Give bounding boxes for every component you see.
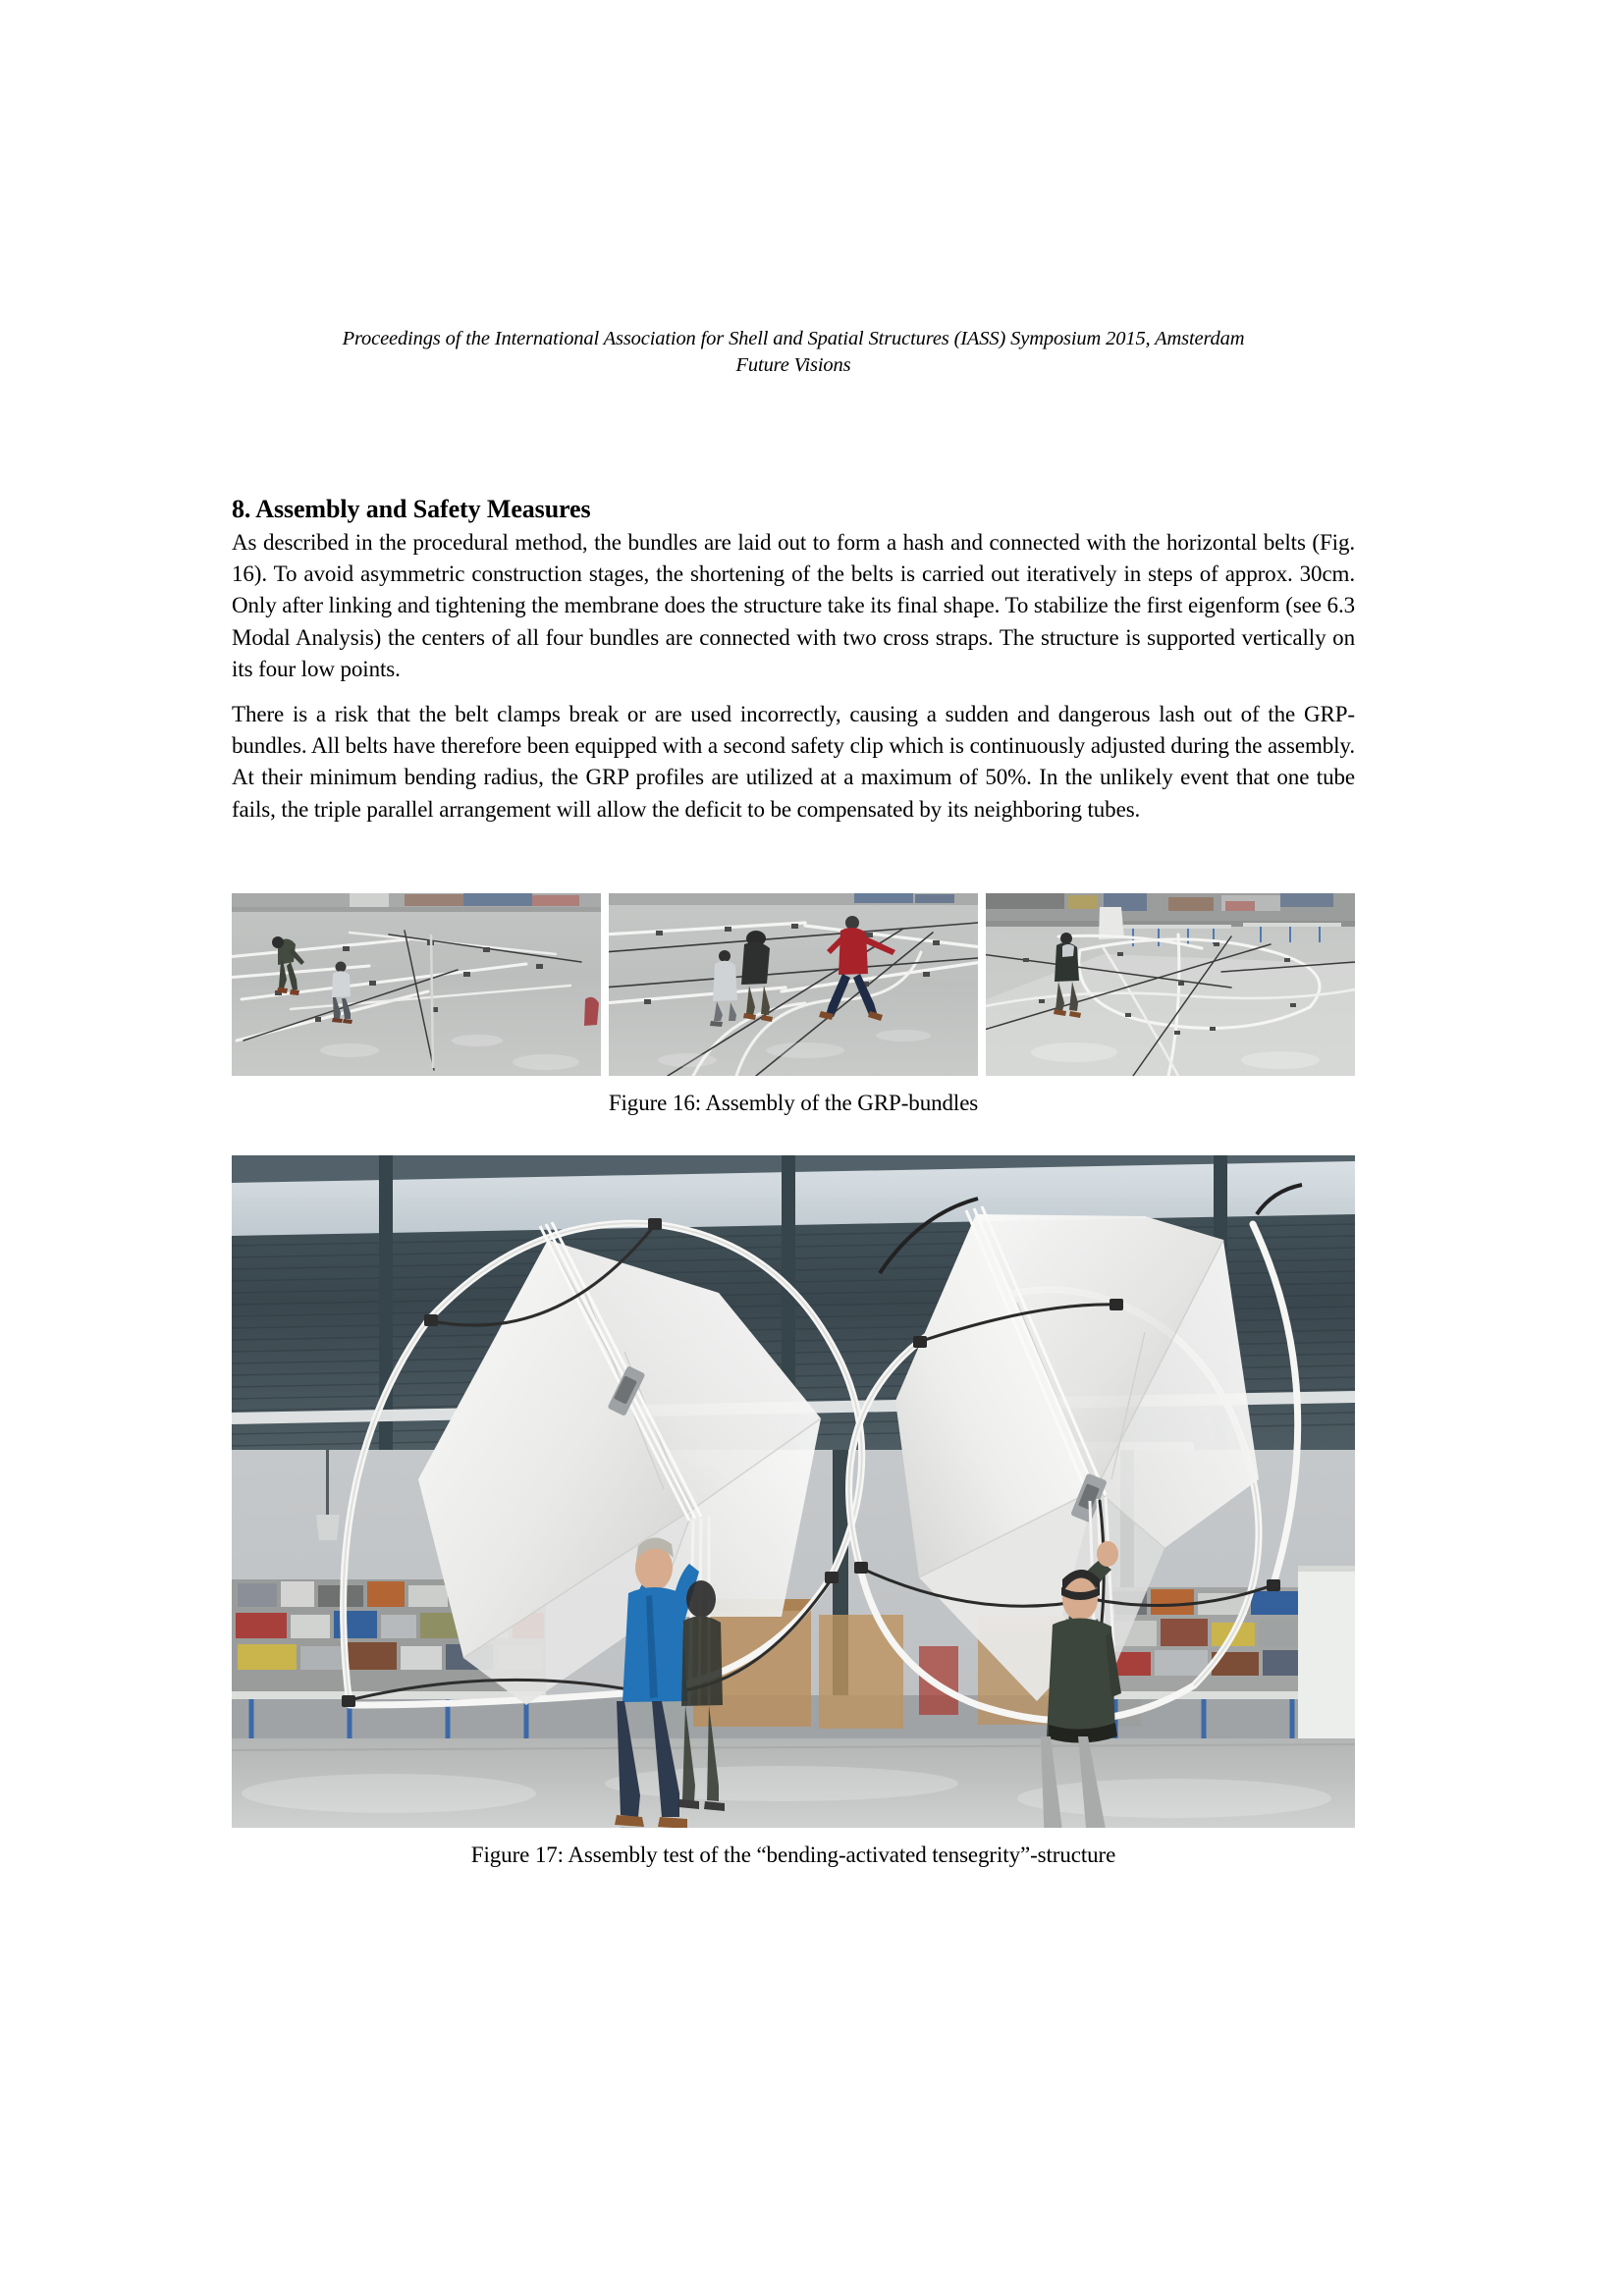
figure-16-photo-strip	[232, 893, 1355, 1076]
warehouse-layout-photo-c	[986, 893, 1355, 1076]
warehouse-layout-photo-b	[609, 893, 978, 1076]
running-header	[232, 326, 1355, 379]
figure-17-photo	[232, 1155, 1355, 1828]
figure-16-photo-1	[232, 893, 601, 1076]
figure-16-photo-2	[609, 893, 978, 1076]
figure-16-photo-3	[986, 893, 1355, 1076]
tensegrity-assembly-test-photo	[232, 1155, 1355, 1828]
figure-16	[232, 893, 1355, 1118]
body-text	[232, 527, 1355, 826]
section-heading: 8. Assembly and Safety Measures	[232, 495, 591, 524]
running-header-line-2: Future Visions	[735, 354, 851, 377]
paragraph-2: There is a risk that the belt clamps break or are used incorrectly, causing a sudden and dangerous lash out of the GRP-bundles. All belts have therefore been equipped with a second safety clip which is continuously adjusted during the assembly. At their minimum bending radius, the GRP profiles are utilized at a maximum of 50%. In the unlikely event that one tube fails, the triple parallel arrangement will allow the deficit to be compensated by its neighboring tubes.	[232, 702, 1355, 822]
running-header-line-1: Proceedings of the International Association for Shell and Spatial Structures (IASS) Symposium 2015, Amsterdam	[342, 328, 1245, 349]
warehouse-layout-photo-a	[232, 893, 601, 1076]
figure-17	[232, 1155, 1355, 1870]
figure-17-caption: Figure 17: Assembly test of the “bending-activated tensegrity”-structure	[470, 1842, 1116, 1867]
paragraph-1: As described in the procedural method, the bundles are laid out to form a hash and connected with the horizontal belts (Fig. 16). To avoid asymmetric construction stages, the shortening of the belts is carried out iteratively in steps of approx. 30cm. Only after linking and tightening the membrane does the structure take its final shape. To stabilize the first eigenform (see 6.3 Modal Analysis) the centers of all four bundles are connected with two cross straps. The structure is supported vertically on its four low points.	[232, 530, 1355, 681]
figure-16-caption: Figure 16: Assembly of the GRP-bundles	[608, 1091, 979, 1115]
